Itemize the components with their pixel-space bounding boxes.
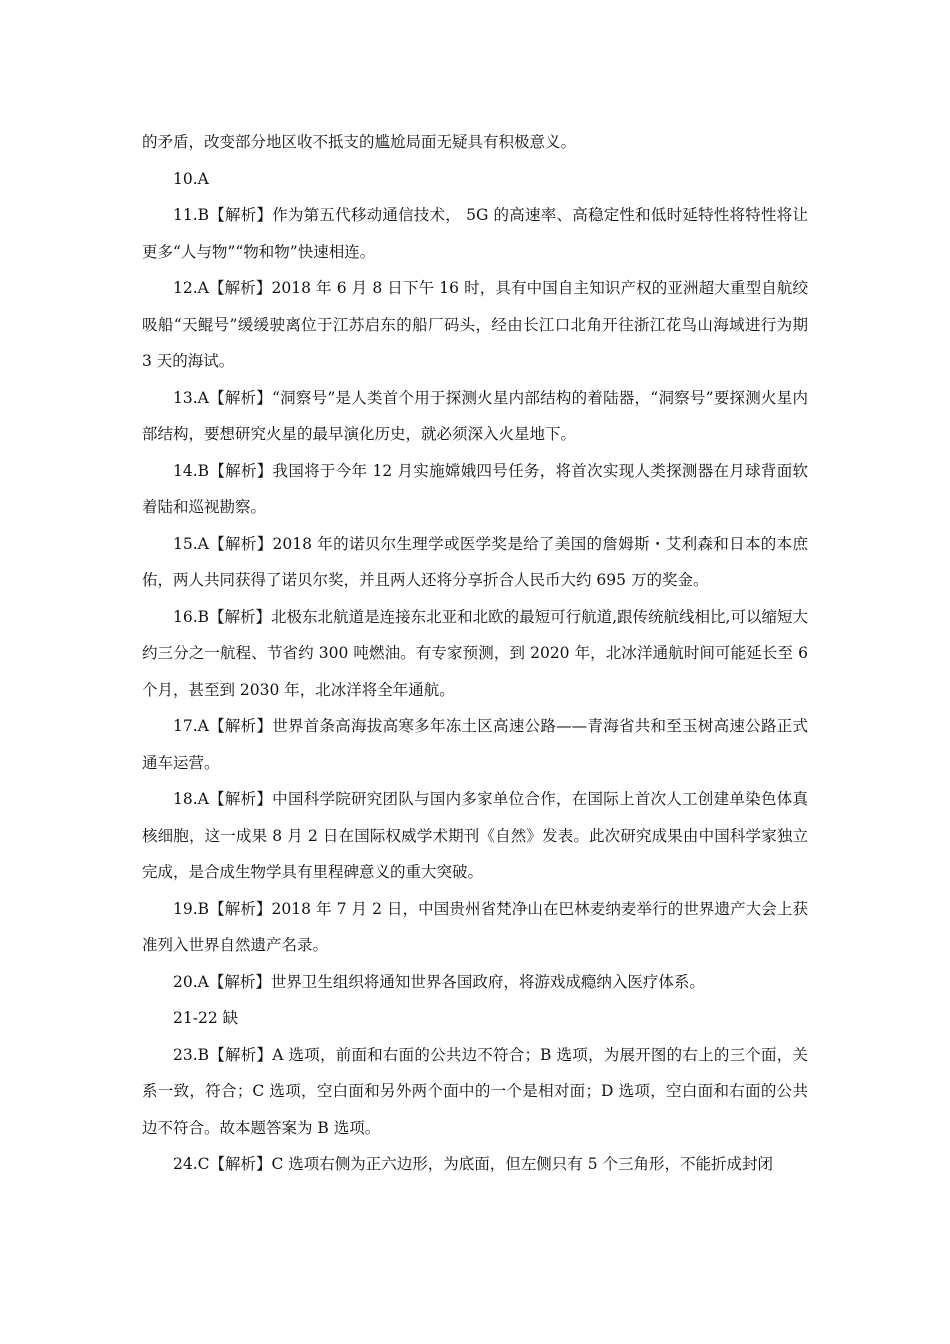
answer-10: 10.A (173, 169, 209, 188)
answer-13: 13.A【解析】“洞察号”是人类首个用于探测火星内部结构的着陆器，“洞察号”要探测火星内部结构，要想研究火星的最早演化历史，就必须深入火星地下。 (142, 388, 808, 443)
document-body (142, 124, 808, 1183)
answer-20: 20.A【解析】世界卫生组织将通知世界各国政府，将游戏成瘾纳入医疗体系。 (173, 972, 705, 991)
answer-12: 12.A【解析】2018 年 6 月 8 日下午 16 时，具有中国自主知识产权的亚洲超大重型自航绞吸船“天鲲号”缓缓驶离位于江苏启东的船厂码头，经由长江口北角开往浙江花鸟山海域进行为期 3 天的海试。 (142, 279, 808, 370)
answer-16: 16.B【解析】北极东北航道是连接东北亚和北欧的最短可行航道,跟传统航线相比,可以缩短大约三分之一航程、节省约 300 吨燃油。有专家预测，到 2020 年，北冰洋通航时间可能延长至 6 个月，甚至到 2030 年，北冰洋将全年通航。 (142, 607, 808, 699)
answer-18: 18.A【解析】中国科学院研究团队与国内多家单位合作，在国际上首次人工创建单染色体真核细胞，这一成果 8 月 2 日在国际权威学术期刊《自然》发表。此次研究成果由中国科学家独立完成，是合成生物学具有里程碑意义的重大突破。 (142, 790, 808, 881)
answer-24: 24.C【解析】C 选项右侧为正六边形，为底面，但左侧只有 5 个三角形，不能折成封闭 (173, 1155, 774, 1173)
paragraph-continuation: 的矛盾，改变部分地区收不抵支的尴尬局面无疑具有积极意义。 (142, 133, 577, 151)
answer-17: 17.A【解析】世界首条高海拔高寒多年冻土区高速公路——青海省共和至玉树高速公路正式通车运营。 (142, 717, 808, 772)
answer-14: 14.B【解析】我国将于今年 12 月实施嫦娥四号任务，将首次实现人类探测器在月球背面软着陆和巡视勘察。 (142, 461, 808, 516)
answer-15: 15.A【解析】2018 年的诺贝尔生理学或医学奖是给了美国的詹姆斯・艾利森和日本的本庶佑，两人共同获得了诺贝尔奖，并且两人还将分享折合人民币大约 695 万的奖金。 (142, 534, 808, 589)
answer-23: 23.B【解析】A 选项，前面和右面的公共边不符合；B 选项，为展开图的右上的三个面，关系一致，符合；C 选项，空白面和另外两个面中的一个是相对面；D 选项，空白面和右面的公共边不符合。故本题答案为 B 选项。 (142, 1045, 808, 1137)
answer-21-22: 21-22 缺 (173, 1009, 239, 1027)
answer-11: 11.B【解析】作为第五代移动通信技术， 5G 的高速率、高稳定性和低时延特性将特性将让更多“人与物”“物和物”快速相连。 (142, 206, 808, 261)
answer-19: 19.B【解析】2018 年 7 月 2 日，中国贵州省梵净山在巴林麦纳麦举行的世界遗产大会上获准列入世界自然遗产名录。 (142, 899, 808, 954)
